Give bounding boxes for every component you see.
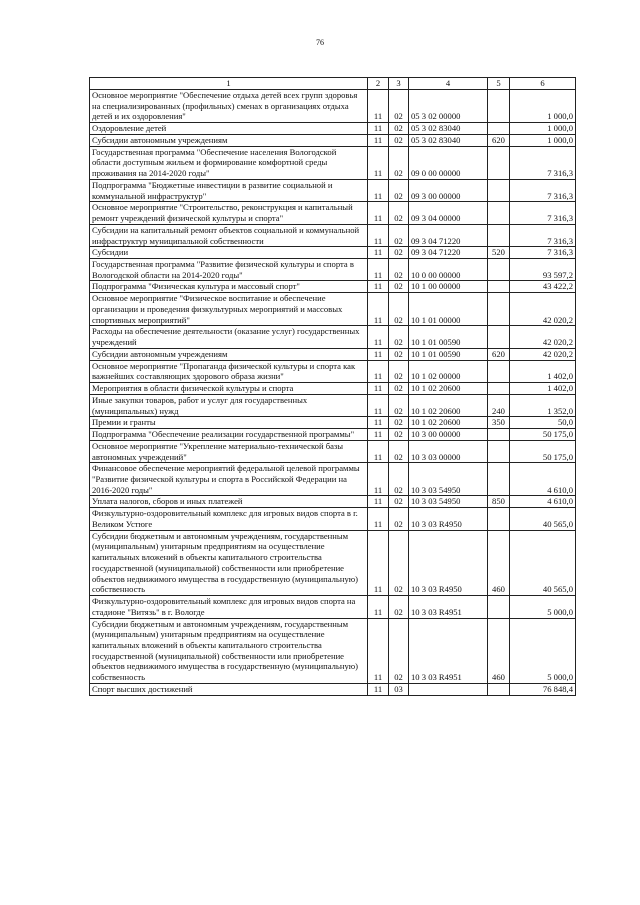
cell-section: 11	[368, 224, 389, 246]
cell-section: 11	[368, 123, 389, 135]
cell-expense-type	[488, 360, 510, 382]
table-row	[90, 281, 576, 293]
cell-section: 11	[368, 90, 389, 123]
cell-expense-type: 460	[488, 618, 510, 683]
table-row	[90, 383, 576, 395]
cell-subsection: 02	[389, 440, 409, 462]
cell-target-article: 10 3 03 54950	[409, 463, 488, 496]
cell-subsection: 02	[389, 417, 409, 429]
cell-amount: 7 316,3	[510, 247, 576, 259]
cell-name: Субсидии	[90, 247, 368, 259]
cell-amount: 76 848,4	[510, 683, 576, 695]
cell-name: Физкультурно-оздоровительный комплекс для игровых видов спорта в г. Великом Устюге	[90, 508, 368, 530]
cell-name: Государственная программа "Развитие физической культуры и спорта в Вологодской области на 2014-2020 годы"	[90, 259, 368, 281]
cell-expense-type	[488, 463, 510, 496]
cell-subsection: 02	[389, 202, 409, 224]
cell-section: 11	[368, 179, 389, 201]
cell-expense-type: 850	[488, 496, 510, 508]
page-number: 76	[316, 38, 324, 47]
cell-amount: 5 000,0	[510, 618, 576, 683]
cell-amount: 1 402,0	[510, 360, 576, 382]
cell-subsection: 02	[389, 247, 409, 259]
cell-name: Уплата налогов, сборов и иных платежей	[90, 496, 368, 508]
table-row	[90, 224, 576, 246]
cell-target-article: 09 0 00 00000	[409, 146, 488, 179]
cell-subsection: 02	[389, 90, 409, 123]
table-row	[90, 146, 576, 179]
cell-expense-type	[488, 146, 510, 179]
cell-name: Основное мероприятие "Строительство, реконструкция и капитальный ремонт учреждений физической культуры и спорта"	[90, 202, 368, 224]
table-row	[90, 134, 576, 146]
cell-section: 11	[368, 202, 389, 224]
table-row	[90, 429, 576, 441]
cell-name: Мероприятия в области физической культуры и спорта	[90, 383, 368, 395]
cell-section: 11	[368, 326, 389, 348]
cell-name: Иные закупки товаров, работ и услуг для государственных (муниципальных) нужд	[90, 394, 368, 416]
cell-section: 11	[368, 394, 389, 416]
column-header-2: 2	[368, 78, 389, 90]
cell-subsection: 02	[389, 281, 409, 293]
cell-target-article: 10 1 01 00590	[409, 326, 488, 348]
cell-target-article: 09 3 04 00000	[409, 202, 488, 224]
cell-section: 11	[368, 259, 389, 281]
table-row	[90, 618, 576, 683]
cell-target-article: 10 1 01 00590	[409, 348, 488, 360]
cell-amount: 40 565,0	[510, 508, 576, 530]
table-row	[90, 596, 576, 618]
column-header-6: 6	[510, 78, 576, 90]
cell-target-article: 10 1 02 20600	[409, 394, 488, 416]
cell-target-article: 10 1 02 00000	[409, 360, 488, 382]
cell-expense-type	[488, 224, 510, 246]
cell-subsection: 02	[389, 360, 409, 382]
cell-expense-type	[488, 508, 510, 530]
cell-name: Субсидии на капитальный ремонт объектов социальной и коммунальной инфраструктур муниципальной собственности	[90, 224, 368, 246]
cell-section: 11	[368, 417, 389, 429]
cell-target-article: 09 3 04 71220	[409, 247, 488, 259]
table-row	[90, 247, 576, 259]
table-row	[90, 440, 576, 462]
cell-amount: 50 175,0	[510, 440, 576, 462]
cell-section: 11	[368, 134, 389, 146]
cell-target-article: 10 3 03 R4950	[409, 508, 488, 530]
cell-subsection: 03	[389, 683, 409, 695]
cell-amount: 42 020,2	[510, 348, 576, 360]
cell-target-article: 05 3 02 83040	[409, 134, 488, 146]
cell-amount: 50 175,0	[510, 429, 576, 441]
column-header-4: 4	[409, 78, 488, 90]
cell-section: 11	[368, 281, 389, 293]
cell-amount: 7 316,3	[510, 202, 576, 224]
cell-section: 11	[368, 496, 389, 508]
table-row	[90, 90, 576, 123]
cell-name: Основное мероприятие "Физическое воспитание и обеспечение организации и проведения физкультурных мероприятий и массовых спортивных мероприятий"	[90, 293, 368, 326]
cell-amount: 4 610,0	[510, 463, 576, 496]
cell-subsection: 02	[389, 146, 409, 179]
cell-target-article: 09 3 04 71220	[409, 224, 488, 246]
table-row	[90, 360, 576, 382]
column-header-3: 3	[389, 78, 409, 90]
cell-amount: 1 000,0	[510, 134, 576, 146]
table-row	[90, 394, 576, 416]
cell-subsection: 02	[389, 596, 409, 618]
cell-subsection: 02	[389, 326, 409, 348]
column-header-1: 1	[90, 78, 368, 90]
column-header-5: 5	[488, 78, 510, 90]
cell-target-article: 10 0 00 00000	[409, 259, 488, 281]
cell-expense-type	[488, 202, 510, 224]
cell-name: Субсидии автономным учреждениям	[90, 134, 368, 146]
cell-name: Подпрограмма "Физическая культура и массовый спорт"	[90, 281, 368, 293]
cell-amount: 7 316,3	[510, 146, 576, 179]
cell-target-article: 10 3 03 00000	[409, 440, 488, 462]
cell-name: Субсидии бюджетным и автономным учреждениям, государственным (муниципальным) унитарным предприятиям на осуществление капитальных вложений в объекты капитального строительства государственной (муниципальной) собственности или приобретение объектов недвижимого имущества в государственную (муниципальную) собственность	[90, 618, 368, 683]
cell-subsection: 02	[389, 429, 409, 441]
cell-expense-type	[488, 90, 510, 123]
table-row	[90, 123, 576, 135]
cell-expense-type	[488, 281, 510, 293]
cell-target-article: 09 3 00 00000	[409, 179, 488, 201]
cell-expense-type	[488, 683, 510, 695]
cell-expense-type	[488, 259, 510, 281]
cell-name: Основное мероприятие "Пропаганда физической культуры и спорта как важнейших составляющих здорового образа жизни"	[90, 360, 368, 382]
cell-subsection: 02	[389, 134, 409, 146]
table-row	[90, 179, 576, 201]
cell-amount: 5 000,0	[510, 596, 576, 618]
cell-section: 11	[368, 146, 389, 179]
cell-expense-type	[488, 179, 510, 201]
cell-section: 11	[368, 247, 389, 259]
cell-subsection: 02	[389, 123, 409, 135]
cell-target-article: 10 3 03 54950	[409, 496, 488, 508]
cell-subsection: 02	[389, 383, 409, 395]
table-row	[90, 259, 576, 281]
cell-expense-type: 460	[488, 530, 510, 595]
cell-subsection: 02	[389, 530, 409, 595]
cell-expense-type: 520	[488, 247, 510, 259]
cell-amount: 7 316,3	[510, 179, 576, 201]
cell-amount: 4 610,0	[510, 496, 576, 508]
cell-subsection: 02	[389, 463, 409, 496]
cell-target-article: 10 1 02 20600	[409, 417, 488, 429]
table-row	[90, 683, 576, 695]
cell-name: Физкультурно-оздоровительный комплекс для игровых видов спорта на стадионе "Витязь" в г. Вологде	[90, 596, 368, 618]
cell-section: 11	[368, 429, 389, 441]
cell-target-article	[409, 683, 488, 695]
cell-expense-type	[488, 326, 510, 348]
cell-name: Основное мероприятие "Обеспечение отдыха детей всех групп здоровья на специализированных (профильных) сменах в организациях отдыха детей и их оздоровления"	[90, 90, 368, 123]
cell-name: Спорт высших достижений	[90, 683, 368, 695]
table-row	[90, 417, 576, 429]
cell-amount: 1 000,0	[510, 123, 576, 135]
cell-section: 11	[368, 383, 389, 395]
cell-section: 11	[368, 618, 389, 683]
cell-name: Финансовое обеспечение мероприятий федеральной целевой программы "Развитие физической культуры и спорта в Российской Федерации на 2016-2020 годы"	[90, 463, 368, 496]
cell-section: 11	[368, 440, 389, 462]
cell-target-article: 10 3 03 R4951	[409, 596, 488, 618]
cell-target-article: 10 3 03 R4950	[409, 530, 488, 595]
table-row	[90, 348, 576, 360]
cell-target-article: 10 1 00 00000	[409, 281, 488, 293]
cell-expense-type: 240	[488, 394, 510, 416]
cell-amount: 40 565,0	[510, 530, 576, 595]
cell-subsection: 02	[389, 224, 409, 246]
cell-subsection: 02	[389, 394, 409, 416]
budget-table	[89, 77, 576, 696]
cell-target-article: 05 3 02 83040	[409, 123, 488, 135]
cell-section: 11	[368, 463, 389, 496]
table-row	[90, 202, 576, 224]
table-row	[90, 463, 576, 496]
cell-name: Подпрограмма "Обеспечение реализации государственной программы"	[90, 429, 368, 441]
cell-subsection: 02	[389, 293, 409, 326]
cell-amount: 50,0	[510, 417, 576, 429]
cell-name: Оздоровление детей	[90, 123, 368, 135]
table-body	[90, 90, 576, 696]
table-row	[90, 496, 576, 508]
cell-name: Расходы на обеспечение деятельности (оказание услуг) государственных учреждений	[90, 326, 368, 348]
cell-target-article: 10 3 00 00000	[409, 429, 488, 441]
cell-section: 11	[368, 596, 389, 618]
cell-amount: 1 352,0	[510, 394, 576, 416]
cell-amount: 43 422,2	[510, 281, 576, 293]
cell-section: 11	[368, 360, 389, 382]
table-row	[90, 326, 576, 348]
cell-expense-type	[488, 429, 510, 441]
cell-amount: 7 316,3	[510, 224, 576, 246]
cell-amount: 1 000,0	[510, 90, 576, 123]
cell-name: Государственная программа "Обеспечение населения Вологодской области доступным жильем и формирование комфортной среды проживания на 2014-2020 годы"	[90, 146, 368, 179]
cell-expense-type	[488, 123, 510, 135]
cell-expense-type	[488, 440, 510, 462]
cell-subsection: 02	[389, 259, 409, 281]
cell-section: 11	[368, 348, 389, 360]
cell-section: 11	[368, 530, 389, 595]
cell-subsection: 02	[389, 618, 409, 683]
cell-expense-type	[488, 596, 510, 618]
table-row	[90, 530, 576, 595]
cell-name: Субсидии бюджетным и автономным учреждениям, государственным (муниципальным) унитарным предприятиям на осуществление капитальных вложений в объекты капитального строительства государственной (муниципальной) собственности или приобретение объектов недвижимого имущества в государственную (муниципальную) собственность	[90, 530, 368, 595]
cell-name: Подпрограмма "Бюджетные инвестиции в развитие социальной и коммунальной инфраструктур"	[90, 179, 368, 201]
table-header-row	[90, 78, 576, 90]
cell-expense-type	[488, 383, 510, 395]
cell-section: 11	[368, 683, 389, 695]
cell-amount: 93 597,2	[510, 259, 576, 281]
cell-section: 11	[368, 293, 389, 326]
cell-expense-type	[488, 293, 510, 326]
cell-amount: 1 402,0	[510, 383, 576, 395]
cell-subsection: 02	[389, 508, 409, 530]
cell-target-article: 10 1 01 00000	[409, 293, 488, 326]
cell-name: Основное мероприятие "Укрепление материально-технической базы автономных учреждений"	[90, 440, 368, 462]
cell-expense-type: 350	[488, 417, 510, 429]
cell-name: Премии и гранты	[90, 417, 368, 429]
cell-section: 11	[368, 508, 389, 530]
cell-subsection: 02	[389, 179, 409, 201]
cell-name: Субсидии автономным учреждениям	[90, 348, 368, 360]
cell-target-article: 10 1 02 20600	[409, 383, 488, 395]
cell-subsection: 02	[389, 348, 409, 360]
cell-amount: 42 020,2	[510, 293, 576, 326]
table-row	[90, 293, 576, 326]
table-row	[90, 508, 576, 530]
cell-expense-type: 620	[488, 348, 510, 360]
cell-amount: 42 020,2	[510, 326, 576, 348]
cell-target-article: 10 3 03 R4951	[409, 618, 488, 683]
cell-expense-type: 620	[488, 134, 510, 146]
cell-subsection: 02	[389, 496, 409, 508]
cell-target-article: 05 3 02 00000	[409, 90, 488, 123]
